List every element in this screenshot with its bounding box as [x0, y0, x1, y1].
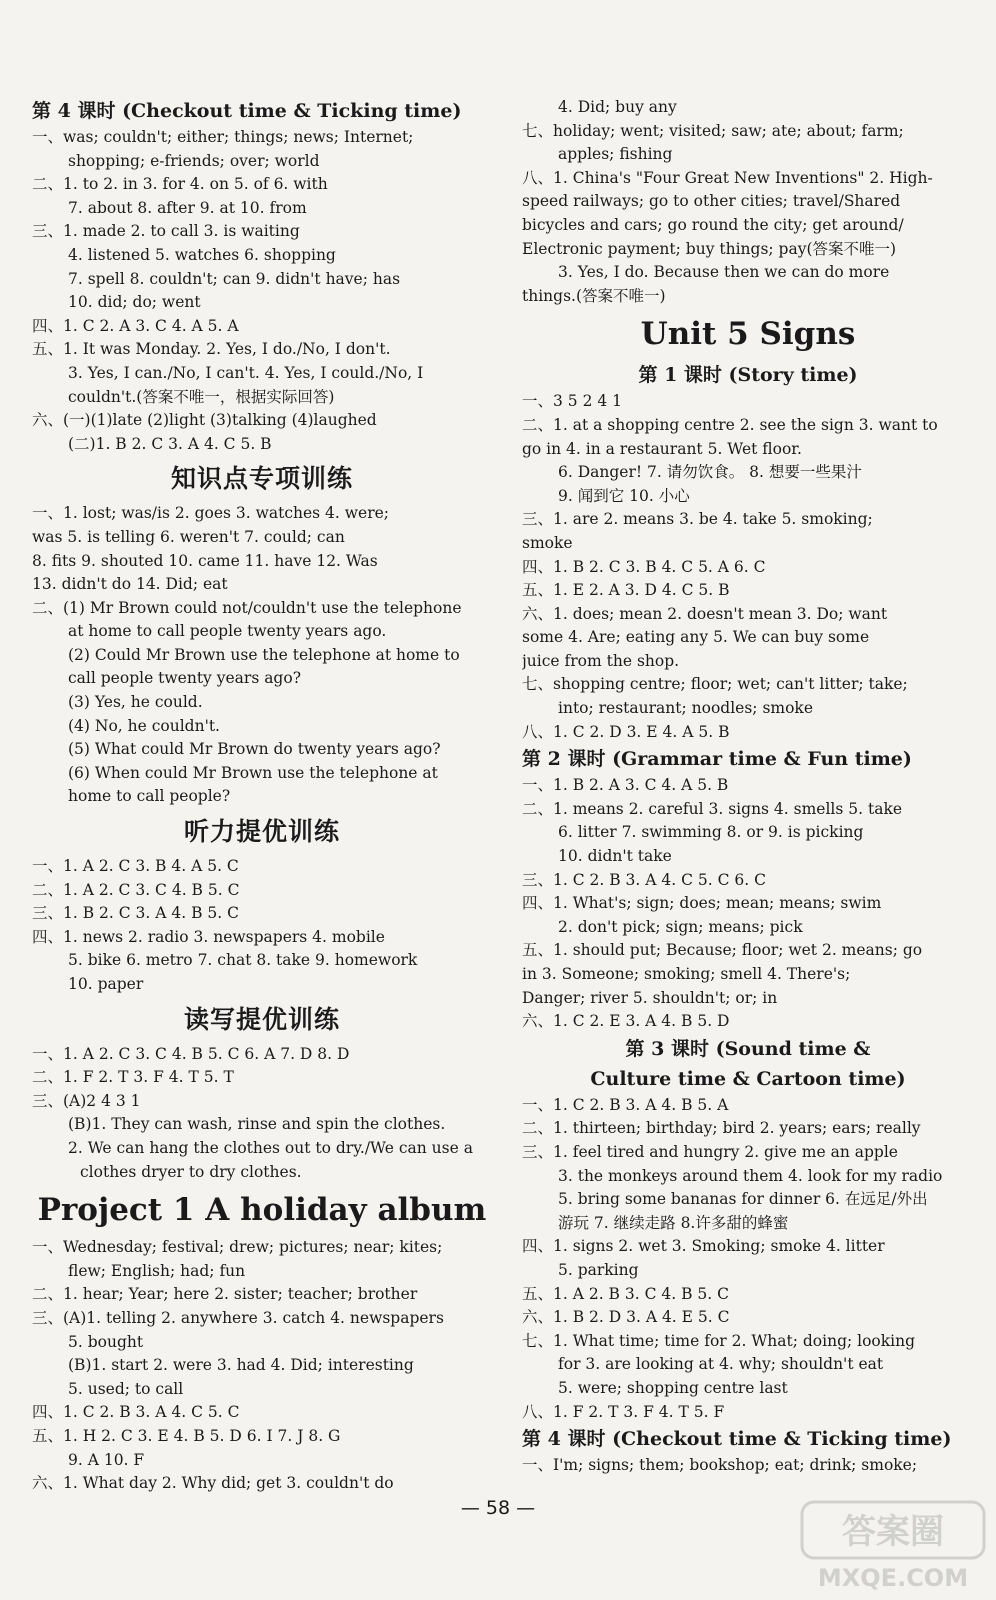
answer-line: 10. paper — [68, 975, 144, 993]
answer-line: 一、1. C 2. B 3. A 4. B 5. A — [522, 1095, 729, 1114]
unit-heading: Project 1 A holiday album — [37, 1192, 487, 1229]
answer-line: 三、1. feel tired and hungry 2. give me an apple — [522, 1142, 898, 1161]
answer-line: 八、1. C 2. D 3. E 4. A 5. B — [522, 722, 730, 741]
answer-line: 一、Wednesday; festival; drew; pictures; near; kites; — [32, 1238, 443, 1257]
answer-line: (5) What could Mr Brown do twenty years ago? — [68, 740, 441, 759]
answer-line: 4. Did; buy any — [558, 98, 677, 116]
answer-line: 10. didn't take — [558, 847, 672, 866]
answer-line: speed railways; go to other cities; travel/Shared — [522, 192, 901, 211]
answer-line: (B)1. start 2. were 3. had 4. Did; interesting — [68, 1356, 414, 1375]
answer-line: 一、I'm; signs; them; bookshop; eat; drink; smoke; — [522, 1456, 918, 1475]
answer-line: 7. spell 8. couldn't; can 9. didn't have; has — [68, 269, 401, 288]
answer-line: 一、1. A 2. C 3. B 4. A 5. C — [32, 857, 239, 876]
answer-line: 3. Yes, I do. Because then we can do more — [558, 263, 890, 282]
answer-line: couldn't.(答案不唯一，根据实际回答) — [68, 387, 335, 406]
answer-line: 二、(1) Mr Brown could not/couldn't use the telephone — [32, 598, 462, 617]
answer-line: 3. the monkeys around them 4. look for my radio — [558, 1166, 943, 1185]
answer-line: 5. were; shopping centre last — [558, 1378, 788, 1397]
answer-line: 3. Yes, I can./No, I can't. 4. Yes, I could./No, I — [68, 363, 424, 382]
lesson-heading: 第 1 课时 (Story time) — [638, 364, 858, 387]
answer-line: 一、1. lost; was/is 2. goes 3. watches 4. were; — [32, 504, 390, 523]
watermark-label: 答案圈 — [842, 1512, 944, 1552]
lesson-heading: Culture time & Cartoon time) — [590, 1067, 906, 1090]
answer-line: smoke — [522, 533, 573, 552]
answer-line: 四、1. signs 2. wet 3. Smoking; smoke 4. litter — [522, 1237, 885, 1256]
answer-line: 五、1. E 2. A 3. D 4. C 5. B — [522, 581, 730, 600]
answer-line: 三、1. C 2. B 3. A 4. C 5. C 6. C — [522, 870, 766, 889]
answer-line: (3) Yes, he could. — [68, 693, 203, 712]
answer-line: 二、1. thirteen; birthday; bird 2. years; ears; really — [522, 1119, 921, 1138]
answer-line: 六、1. C 2. E 3. A 4. B 5. D — [522, 1012, 730, 1031]
answer-line: 四、1. C 2. A 3. C 4. A 5. A — [32, 316, 239, 335]
answer-line: in 3. Someone; smoking; smell 4. There's; — [522, 965, 851, 983]
answer-line: 13. didn't do 14. Did; eat — [32, 575, 228, 594]
answer-line: clothes dryer to dry clothes. — [80, 1162, 302, 1181]
answer-line: call people twenty years ago? — [68, 669, 301, 688]
answer-line: go in 4. in a restaurant 5. Wet floor. — [522, 439, 802, 458]
answer-line: 四、1. C 2. B 3. A 4. C 5. C — [32, 1403, 240, 1422]
answer-line: 5. bike 6. metro 7. chat 8. take 9. homework — [68, 951, 418, 970]
answer-line: (B)1. They can wash, rinse and spin the clothes. — [68, 1115, 446, 1134]
answer-line: 六、1. does; mean 2. doesn't mean 3. Do; want — [522, 604, 888, 623]
answer-line: 六、(一)(1)late (2)light (3)talking (4)laughed — [32, 411, 377, 430]
answer-line: bicycles and cars; go round the city; get around/ — [522, 215, 904, 234]
section-heading: 知识点专项训练 — [170, 464, 353, 494]
answer-line: 4. listened 5. watches 6. shopping — [68, 245, 336, 264]
answer-line: 二、1. means 2. careful 3. signs 4. smells 5. take — [522, 799, 903, 818]
lesson-heading: 第 3 课时 (Sound time & — [625, 1037, 871, 1060]
answer-line: 七、1. What time; time for 2. What; doing; looking — [522, 1331, 916, 1350]
answer-line: 三、1. B 2. C 3. A 4. B 5. C — [32, 904, 239, 923]
answer-line: home to call people? — [68, 787, 231, 806]
lesson-heading: 第 4 课时 (Checkout time & Ticking time) — [32, 100, 462, 122]
right-column — [522, 96, 974, 1478]
answer-line: some 4. Are; eating any 5. We can buy some — [522, 628, 870, 647]
answer-line: apples; fishing — [558, 145, 673, 164]
answer-line: 五、1. should put; Because; floor; wet 2. means; go — [522, 941, 923, 960]
lesson-heading: 第 4 课时 (Checkout time & Ticking time) — [522, 1428, 952, 1451]
answer-line: 八、1. F 2. T 3. F 4. T 5. F — [522, 1402, 725, 1421]
answer-line: 二、1. F 2. T 3. F 4. T 5. T — [32, 1068, 234, 1087]
answer-line: 7. about 8. after 9. at 10. from — [68, 198, 307, 217]
answer-line: at home to call people twenty years ago. — [68, 622, 387, 641]
answer-line: 二、1. at a shopping centre 2. see the sign 3. want to — [522, 415, 938, 434]
answer-line: 五、1. H 2. C 3. E 4. B 5. D 6. I 7. J 8. G — [32, 1426, 341, 1445]
left-column — [32, 96, 492, 1496]
answer-line: 2. don't pick; sign; means; pick — [558, 917, 803, 936]
answer-line: Electronic payment; buy things; pay(答案不唯一) — [522, 239, 897, 258]
answer-line: 10. did; do; went — [68, 293, 201, 312]
watermark-logo — [798, 1498, 988, 1594]
answer-line: 5. parking — [558, 1260, 639, 1279]
answer-line: 五、1. A 2. B 3. C 4. B 5. C — [522, 1284, 729, 1303]
answer-line: (2) Could Mr Brown use the telephone at home to — [68, 645, 460, 664]
answer-line: (4) No, he couldn't. — [68, 716, 220, 735]
answer-line: 八、1. China's "Four Great New Inventions" 2. High- — [522, 168, 933, 187]
watermark-text: MXQE.COM — [817, 1564, 969, 1592]
answer-line: 一、1. A 2. C 3. C 4. B 5. C 6. A 7. D 8. D — [32, 1044, 350, 1063]
answer-line: 三、1. made 2. to call 3. is waiting — [32, 222, 300, 241]
answer-line: shopping; e-friends; over; world — [68, 151, 320, 170]
answer-line: 5. used; to call — [68, 1379, 184, 1398]
answer-line: 四、1. What's; sign; does; mean; means; swim — [522, 894, 882, 913]
answer-line: into; restaurant; noodles; smoke — [558, 699, 814, 718]
answer-line: Danger; river 5. shouldn't; or; in — [522, 988, 778, 1007]
answer-line: 二、1. A 2. C 3. C 4. B 5. C — [32, 880, 240, 899]
unit-heading: Unit 5 Signs — [640, 316, 856, 353]
answer-line: 三、1. are 2. means 3. be 4. take 5. smoking; — [522, 510, 873, 529]
answer-line: 七、shopping centre; floor; wet; can't litter; take; — [522, 675, 908, 694]
answer-line: 七、holiday; went; visited; saw; ate; about; farm; — [522, 121, 904, 140]
answer-line: 6. litter 7. swimming 8. or 9. is picking — [558, 823, 864, 842]
answer-line: 四、1. B 2. C 3. B 4. C 5. A 6. C — [522, 557, 766, 576]
answer-line: 三、(A)1. telling 2. anywhere 3. catch 4. newspapers — [32, 1308, 444, 1327]
answer-line: 四、1. news 2. radio 3. newspapers 4. mobile — [32, 927, 385, 946]
answer-line: 游玩 7. 继续走路 8.许多甜的蜂蜜 — [558, 1213, 789, 1232]
answer-line: (6) When could Mr Brown use the telephone at — [68, 763, 438, 782]
answer-line: 9. A 10. F — [68, 1450, 145, 1469]
section-heading: 读写提优训练 — [183, 1004, 340, 1034]
answer-line: 六、1. B 2. D 3. A 4. E 5. C — [522, 1308, 730, 1327]
answer-line: 一、1. B 2. A 3. C 4. A 5. B — [522, 776, 729, 795]
answer-line: for 3. are looking at 4. why; shouldn't eat — [558, 1355, 884, 1374]
answer-line: (二)1. B 2. C 3. A 4. C 5. B — [68, 434, 272, 453]
answer-line: 五、1. It was Monday. 2. Yes, I do./No, I don't. — [32, 340, 391, 359]
section-heading: 听力提优训练 — [183, 817, 340, 847]
answer-line: 二、1. to 2. in 3. for 4. on 5. of 6. with — [32, 175, 328, 194]
answer-line: 六、1. What day 2. Why did; get 3. couldn't do — [32, 1474, 394, 1493]
lesson-heading: 第 2 课时 (Grammar time & Fun time) — [522, 748, 912, 771]
answer-line: 2. We can hang the clothes out to dry./We can use a — [68, 1138, 473, 1157]
answer-line: 6. Danger! 7. 请勿饮食。 8. 想要一些果汁 — [558, 463, 862, 482]
answer-line: 二、1. hear; Year; here 2. sister; teacher; brother — [32, 1285, 418, 1304]
answer-line: juice from the shop. — [522, 651, 680, 670]
answer-line: flew; English; had; fun — [68, 1261, 246, 1280]
answer-line: 5. bought — [68, 1332, 144, 1351]
answer-line: 三、(A)2 4 3 1 — [32, 1091, 141, 1110]
page-number: — 58 — — [460, 1497, 536, 1519]
answer-line: 一、3 5 2 4 1 — [522, 392, 623, 411]
answer-line: 5. bring some bananas for dinner 6. 在远足/外出 — [558, 1190, 928, 1209]
answer-line: 9. 闻到它 10. 小心 — [558, 486, 690, 505]
answer-line: was 5. is telling 6. weren't 7. could; can — [32, 527, 345, 546]
answer-line: things.(答案不唯一) — [522, 286, 666, 305]
answer-line: 8. fits 9. shouted 10. came 11. have 12. Was — [32, 551, 378, 570]
answer-line: 一、was; couldn't; either; things; news; Internet; — [32, 128, 414, 146]
